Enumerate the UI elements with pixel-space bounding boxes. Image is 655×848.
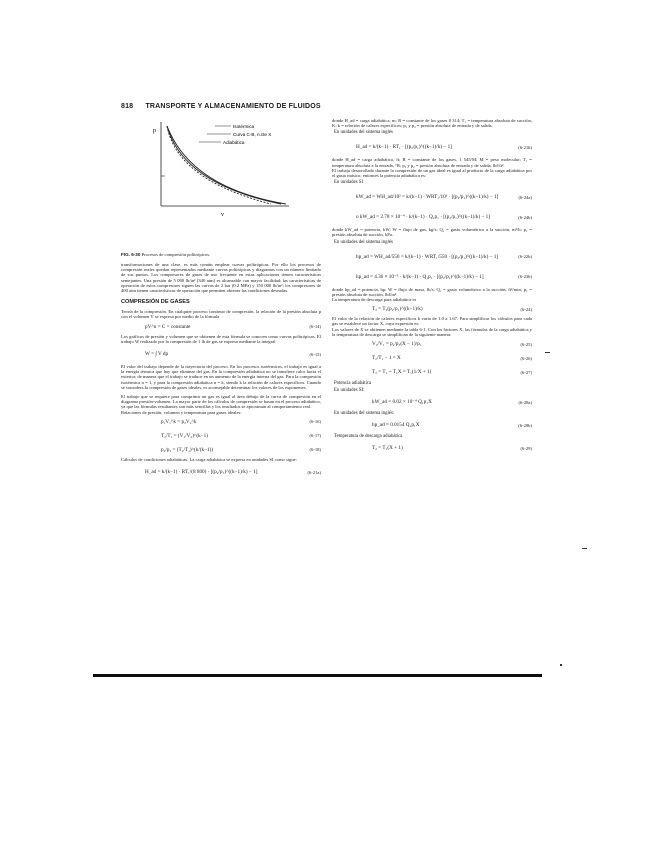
margin-mark: [582, 548, 587, 549]
paragraph: donde H_ad = carga adiabática, ft; R = constante de los gases, 1 545/M; M = peso molecular; T₁ = temperatura absoluta a la entrada, °R; p₁ y p₂ = presión absoluta de entrada y de salida, lbf/ft².: [332, 157, 532, 168]
paragraph: Los gráficos de presión y volumen que se obtienen de esta fórmula se conocen como curvas politrópicas. El trabajo W realizado por la compresión de 1 lb de gas se expresa mediante la integral: [121, 333, 321, 344]
paragraph: donde kW_ad = potencia, kW; W = flujo de gas, kg/s; Q₁ = gasto volumétrico a la succión, m³/h; p₁ = presión absoluta de succión, kPa.: [332, 227, 532, 238]
subheading: En unidades del sistema inglés: [334, 130, 393, 136]
equation-body: W = ∫ V dp: [145, 351, 169, 358]
label-adiabatica: Adiabática: [223, 140, 245, 145]
paragraph: Los valores de X se obtienen mediante la tabla 6-1. Con los factores X, las fórmulas de la carga adiabática y la temperatura de descarga se simplifican de la siguiente manera:: [332, 326, 532, 337]
margin-mark: [560, 664, 562, 666]
equation: [332, 137, 532, 157]
equation-number: (6-17): [309, 433, 321, 439]
page-header: [121, 103, 321, 110]
equation-body: p₂/p₁ = (T₂/T₁)^(k/(k−1)): [161, 446, 214, 453]
paragraph: donde hp_ad = potencia, hp; W = flujo de masa, lb/s; Q₁ = gasto volumétrico a la succión, ft³/min; p₁ = presión absoluta de succión, lbf/in².: [332, 286, 532, 297]
paragraph: Teoría de la compresión. En cualquier proceso continuo de compresión, la relación de la presión absoluta p con el volumen V se expresa por medio de la fórmula: [121, 309, 321, 320]
equation-body: hp_ad = WH_ad/550 = k/(k−1) · WRT₁/550 · [(p₂/p₁)^((k−1)/k) − 1]: [356, 253, 499, 260]
equation-number: (6-25): [520, 341, 532, 347]
paragraph: El valor del trabajo depende de la trayectoria del proceso. En los procesos isotérmicos, el trabajo es igual a la energía térmica que hay que eliminar del gas. En la compresión adiabática no se transfiere calor hacia el exterior, de manera que el trabajo se traduce en un aumento de la energía interna del gas. Para la compresión isotérmica n = 1, y para la compresión adiabática n = k, siendo k la relación de calores específicos. Cuando se considera la compresión de gases ideales, es aconsejable determinar los valores de los exponentes.: [121, 364, 321, 390]
equation: [332, 351, 532, 365]
equation-number: (6-24b): [518, 214, 532, 220]
figure-caption-text: Procesos de compresión politrópicos.: [141, 252, 211, 257]
figure-label: FIG. 6-30: [121, 252, 141, 257]
equation-body: T₂/T₁ = (V₁/V₂)^(k−1): [161, 432, 208, 439]
equation-body: H_ad = k/(k−1) · RT₁ · [(p₂/p₁)^((k−1)/k) − 1]: [356, 144, 452, 151]
axis-p-label: p: [153, 128, 156, 134]
subheading: En unidades SI:: [334, 388, 365, 394]
subheading: Potencia adiabática: [334, 381, 372, 387]
equation-body: kW_ad = WH_ad/10² = k/(k−1) · WRT₁/10² · [(p₂/p₁)^((k−1)/k) − 1]: [356, 194, 499, 201]
equation: [121, 415, 321, 429]
curve-politropica: [167, 126, 281, 204]
equation: [332, 267, 532, 287]
equation-body: p₁V₁^k = p₂V₂^k: [161, 418, 197, 425]
pv-diagram-svg: [121, 118, 321, 250]
equation: [332, 418, 532, 432]
curve-isotermica: [167, 126, 286, 204]
left-column: [121, 118, 321, 482]
subheading: En unidades del sistema inglés:: [334, 411, 395, 417]
equation: [121, 344, 321, 364]
axis-v-label: v: [221, 212, 224, 218]
equation-number: (6-28a): [518, 399, 532, 405]
label-politropica: Curva C-B, n.cte X: [233, 132, 272, 137]
margin-mark: [545, 352, 550, 353]
equation: [332, 187, 532, 207]
equation: [121, 320, 321, 334]
equation-body: kW_ad = 0.02 × 10⁻⁴ Q₁p₁X: [372, 399, 432, 406]
equation: [332, 247, 532, 267]
paragraph: donde H_ad = carga adiabática, m; R = constante de los gases 8 314; T₁ = temperatura absoluta de succión, K; k = relación de calores específicos; p₁ y p₂ = presión absoluta de entrada y de salida.: [332, 118, 532, 129]
subheading: En unidades del sistema inglés: [334, 239, 393, 245]
equation: [332, 365, 532, 379]
equation-body: hp_ad = 0.0154 Q₁p₁X: [372, 422, 420, 429]
paragraph: Cálculos de condiciones adiabáticas. La carga adiabática se expresa en unidades SI como sigue:: [121, 456, 297, 462]
equation-body: T₂ = T₁(X + 1): [372, 445, 403, 452]
page-bottom-rule: [93, 674, 542, 677]
paragraph: El valor de la relación de calores específicos k varía de 1.0 a 1.67. Para simplificar los cálculos para cada gas se establece un factor X, cuya expresión es:: [332, 316, 532, 327]
equation-number: (6-26): [520, 355, 532, 361]
curve-adiabatica: [167, 126, 271, 204]
equation-body: H_ad = k/(k−1) · RT₁/(8 800) · [(p₂/p₁)^((k−1)/k) − 1]: [145, 469, 258, 476]
equation-number: (6-18): [309, 447, 321, 453]
equation-body: V₂/V₁ = p₁/p₂(X − 1)/p₁: [372, 341, 422, 348]
equation-body: T₂/T₁ − 1 = X: [372, 355, 401, 362]
paragraph: El trabajo desarrollado durante la compresión de un gas ideal es igual al producto de la carga adiabática por el gasto másico; entonces la potencia adiabática es:: [332, 167, 532, 179]
section-heading: COMPRESIÓN DE GASES: [121, 299, 190, 306]
equation-number: (6-27): [520, 369, 532, 375]
equation-number: (6-14): [309, 324, 321, 330]
equation-body: T₂ = T₁(p₂/p₁)^((k−1)/k): [372, 306, 423, 313]
equation-number: (6-21a): [307, 469, 321, 475]
equation-body: T₂ = T₁ + T₁X = T₁(1/X + 1): [372, 369, 432, 376]
intro-paragraph: transformaciones de una clase, es más común emplear curvas politrópicas. Por ello los procesos de compresión reales quedan representados mediante curvas politrópicas y diagramas con un número limitado de sus puntos. Los compresores de gases de uso frecuente en estas aplicaciones tienen características semejantes. Una presión de 5 000 lb/in² (340 atm) es alcanzable con mayor facilidad; las características de operación de estos compresores siguen las curvas de 2 bar (0.2 MPa) y 150 000 lb/in²; los compresores de 400 atm tienen características de operación que permiten obtener las condiciones deseadas.: [121, 262, 321, 294]
subheading: En unidades SI: [334, 180, 364, 186]
equation: [121, 462, 321, 482]
equation: [121, 429, 321, 443]
equation: [332, 302, 532, 316]
equation-number: (6-24): [520, 306, 532, 312]
equation-number: (6-16): [309, 419, 321, 425]
equation-body: hp_ad = 4.36 × 10⁻³ · k/(k−1) · Q₁p₁ · [(p₂/p₁)^((k−1)/k) − 1]: [356, 273, 484, 280]
equation-number: (6-22b): [518, 254, 532, 260]
subheading: Temperatura de descarga adiabática: [334, 434, 403, 440]
paragraph: El trabajo que se requiere para comprimir un gas es igual al área debajo de la curva de compresión en el diagrama presión-volumen. La mayor parte de los cálculos de compresión se basan en el proceso adiabático, ya que las fórmulas resultantes son más sencillas y los resultados se aproximan al comportamiento real.: [121, 394, 321, 410]
equation-number: (6-15): [309, 351, 321, 357]
equation-number: (6-23b): [518, 274, 532, 280]
equation: [332, 337, 532, 351]
paragraph: La temperatura de descarga para adiabática es: [332, 297, 417, 303]
equation: [121, 443, 321, 457]
label-isotermica: Isotérmica: [233, 124, 255, 129]
right-column: [332, 118, 532, 455]
equation-number: (6-28b): [518, 422, 532, 428]
equation-body: o kW_ad = 2.78 × 10⁻⁴ · k/(k−1) · Q₁p₁ · [(p₂/p₁)^((k−1)/k) − 1]: [356, 214, 491, 221]
equation-body: pV^n = C = constante: [145, 323, 191, 330]
pv-diagram: [121, 118, 321, 250]
equation: [332, 207, 532, 227]
equation-number: (6-21b): [518, 144, 532, 150]
running-title: TRANSPORTE Y ALMACENAMIENTO DE FLUIDOS: [145, 103, 321, 110]
paragraph: Relaciones de presión, volumen y temperatura para gases ideales:: [121, 409, 242, 415]
equation-number: (6-24a): [518, 194, 532, 200]
equation-number: (6-29): [520, 445, 532, 451]
equation: [332, 441, 532, 455]
page-number: 818: [121, 103, 134, 110]
equation: [332, 395, 532, 409]
